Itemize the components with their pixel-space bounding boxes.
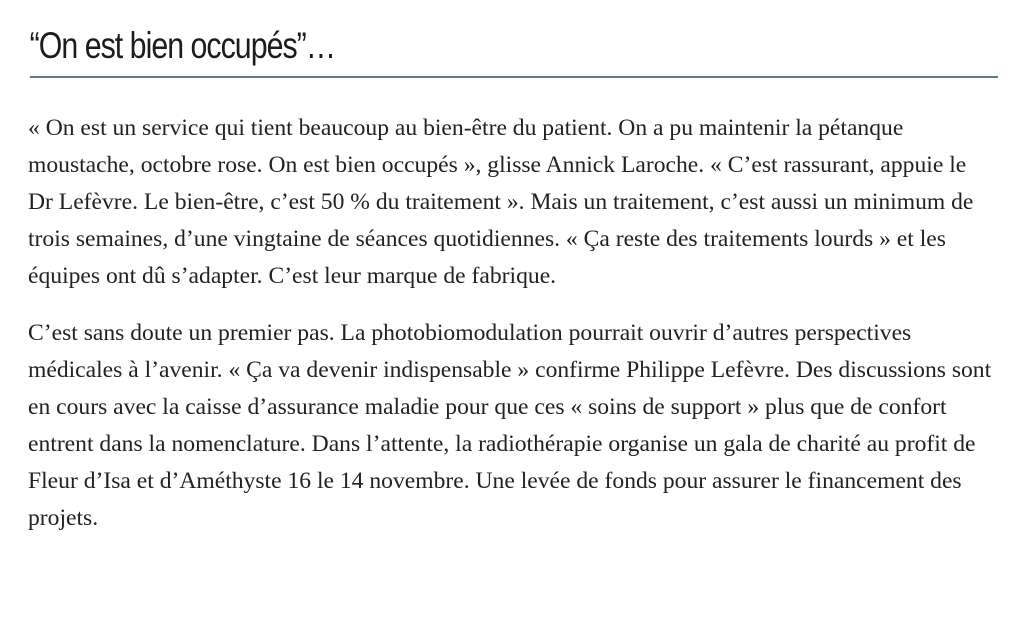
article — [28, 24, 998, 557]
heading-divider — [30, 76, 998, 78]
article-paragraph-2: C’est sans doute un premier pas. La photobiomodulation pourrait ouvrir d’autres perspectives médicales à l’avenir. « Ça va devenir indispensable » confirme Philippe Lefèvre. Des discussions sont en cours avec la caisse d’assurance maladie pour que ces « soins de support » plus que de confort entrent dans la nomenclature. Dans l’attente, la radiothérapie organise un gala de charité au profit de Fleur d’Isa et d’Améthyste 16 le 14 novembre. Une levée de fonds pour assurer le financement des projets. — [28, 320, 992, 531]
section-heading: “On est bien occupés”… — [29, 25, 336, 66]
article-paragraph-1: « On est un service qui tient beaucoup au bien-être du patient. On a pu maintenir la pétanque moustache, octobre rose. On est bien occupés », glisse Annick Laroche. « C’est rassurant, appuie le Dr Lefèvre. Le bien-être, c’est 50 % du traitement ». Mais un traitement, c’est aussi un minimum de trois semaines, d’une vingtaine de séances quotidiennes. « Ça reste des traitements lourds » et les équipes ont dû s’adapter. C’est leur marque de fabrique. — [28, 115, 974, 289]
